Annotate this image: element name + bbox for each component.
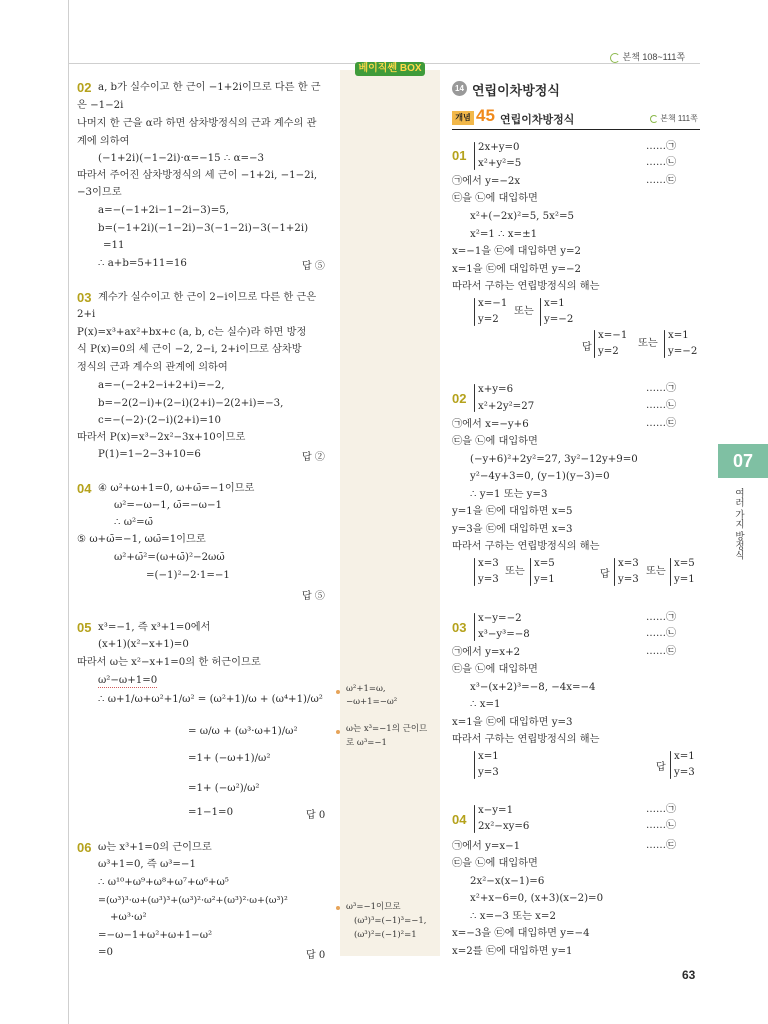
- text-line: y=3을 ㉢에 대입하면 x=3: [452, 524, 573, 535]
- text-line: 계에 의하여: [77, 136, 130, 147]
- chapter-title: 여러 가지 방정식: [733, 488, 744, 560]
- concept-label: 개념: [452, 111, 474, 125]
- text-line: ㉢을 ㉡에 대입하면: [452, 193, 538, 204]
- answer-mark: 답: [656, 762, 666, 773]
- solution: x=3: [478, 558, 499, 569]
- notes-column: [340, 70, 440, 956]
- text-line: ∴ ω+1/ω+ω²+1/ω² = (ω²+1)/ω + (ω⁴+1)/ω²: [98, 694, 323, 705]
- solution: x=1: [674, 751, 695, 762]
- solution-or: 또는: [514, 306, 534, 317]
- text-line-highlighted: ω²−ω+1=0: [98, 675, 158, 686]
- text-line: b=−2(2−i)+(2−i)(2+i)−2(2+i)=−3,: [98, 398, 284, 409]
- answer-mark: 답 ②: [302, 452, 325, 463]
- text-line: 은 −1−2i: [77, 100, 124, 111]
- text-line: ㉠에서 y=−2x: [452, 176, 521, 187]
- solution-brace: [670, 558, 671, 586]
- text-line: ∴ x=−3 또는 x=2: [470, 911, 556, 922]
- solution-or: 또는: [646, 566, 666, 577]
- text-line: P(1)=1−2−3+10=6: [98, 449, 201, 460]
- text-line: ⑤ ω+ω̄=−1, ωω̄=1이므로: [77, 534, 206, 545]
- text-line: 정식의 근과 계수의 관계에 의하여: [77, 362, 228, 373]
- solution: x=5: [674, 558, 695, 569]
- solution: x=−1: [598, 330, 628, 341]
- text-line: 식 P(x)=0의 세 근이 −2, 2−i, 2+i이므로 삼차방: [77, 344, 302, 355]
- problem-number: 03: [77, 290, 92, 305]
- text-line: b=(−1+2i)(−1−2i)−3(−1−2i)−3(−1+2i): [98, 223, 309, 234]
- text-line: −3이므로: [77, 187, 122, 198]
- header-page-ref: 본책 108~111쪽: [610, 50, 685, 63]
- text-line: =(−1)²−2·1=−1: [146, 570, 230, 581]
- text-line: a, b가 실수이고 한 근이 −1+2i이므로 다른 한 근: [98, 82, 321, 93]
- solution: y=2: [478, 314, 499, 325]
- text-line: ω는 x³+1=0의 근이므로: [98, 842, 212, 853]
- solution-or: 또는: [505, 566, 525, 577]
- section-badge: 14: [452, 81, 467, 96]
- text-line: 따라서 주어진 삼차방정식의 세 근이 −1+2i, −1−2i,: [77, 170, 318, 181]
- solution-brace: [670, 751, 671, 779]
- eq-tag: ……㉢: [646, 418, 676, 429]
- eq-tag: ……㉠: [646, 612, 676, 623]
- problem-number: 05: [77, 620, 92, 635]
- eq-tag: ……㉡: [646, 820, 676, 831]
- solution-brace: [664, 330, 665, 358]
- text-line: ω²+ω̄²=(ω+ω̄)²−2ωω̄: [114, 552, 225, 563]
- problem-number: 02: [77, 80, 92, 95]
- text-line: ∴ ω²=ω̄: [114, 517, 153, 528]
- margin-note: (ω³)²=(−1)²=1: [354, 930, 417, 940]
- problem-number: 03: [452, 620, 467, 635]
- solution-brace: [594, 330, 595, 358]
- chapter-tab[interactable]: 07: [718, 444, 768, 478]
- text-line: x²+(−2x)²=5, 5x²=5: [470, 211, 574, 222]
- text-line: 계수가 실수이고 한 근이 2−i이므로 다른 한 근은: [98, 292, 317, 303]
- solution: y=2: [598, 346, 619, 357]
- text-line: ㉠에서 y=x−1: [452, 841, 521, 852]
- system-eq: x−y=−2: [478, 613, 522, 624]
- concept-title: 연립이차방정식: [500, 114, 575, 126]
- concept-number: 45: [476, 106, 495, 125]
- text-line: 따라서 구하는 연립방정식의 해는: [452, 734, 600, 745]
- text-line: ㉠에서 x=−y+6: [452, 419, 529, 430]
- text-line: x=−3을 ㉢에 대입하면 y=−4: [452, 928, 590, 939]
- text-line: =0: [98, 947, 114, 958]
- text-line: =(ω³)³·ω+(ω³)³+(ω³)²·ω²+(ω³)²·ω+(ω³)²: [98, 895, 288, 906]
- text-line: x=1을 ㉢에 대입하면 y=−2: [452, 264, 582, 275]
- text-line: y=1을 ㉢에 대입하면 x=5: [452, 506, 573, 517]
- problem-number: 04: [77, 481, 92, 496]
- solution: x=5: [534, 558, 555, 569]
- solution-brace: [530, 558, 531, 586]
- answer-mark: 답: [582, 342, 592, 353]
- problem-number: 01: [452, 148, 467, 163]
- solution-or: 또는: [638, 338, 658, 349]
- note-connector-dot: [336, 906, 340, 910]
- eq-tag: ……㉡: [646, 628, 676, 639]
- text-line: ④ ω²+ω+1=0, ω+ω̄=−1이므로: [98, 483, 255, 494]
- margin-note: ω²+1=ω,: [346, 684, 386, 694]
- solution-brace: [474, 751, 475, 779]
- text-line: 따라서 구하는 연립방정식의 해는: [452, 541, 600, 552]
- solution: y=3: [478, 767, 499, 778]
- text-line: P(x)=x³+ax²+bx+c (a, b, c는 실수)라 하면 방정: [77, 327, 307, 338]
- text-line: ㉠에서 y=x+2: [452, 647, 521, 658]
- box-label: 베이직쎈 BOX: [355, 62, 425, 76]
- system-brace: [474, 613, 475, 641]
- eq-tag: ……㉢: [646, 646, 676, 657]
- solution: x=1: [668, 330, 689, 341]
- system-brace: [474, 142, 475, 170]
- eq-tag: ……㉡: [646, 400, 676, 411]
- solution: x=1: [478, 751, 499, 762]
- problem-number: 02: [452, 391, 467, 406]
- text-line: =1−1=0: [188, 807, 234, 818]
- text-line: 따라서 ω는 x²−x+1=0의 한 허근이므로: [77, 657, 261, 668]
- eq-tag: ……㉠: [646, 804, 676, 815]
- text-line: = ω/ω + (ω³·ω+1)/ω²: [188, 726, 298, 737]
- concept-ref: 본책 111쪽: [650, 113, 698, 124]
- answer-mark: 답: [600, 569, 610, 580]
- text-line: x²+x−6=0, (x+3)(x−2)=0: [470, 893, 604, 904]
- solution: y=3: [674, 767, 695, 778]
- text-line: y²−4y+3=0, (y−1)(y−3)=0: [470, 471, 610, 482]
- eq-tag: ……㉠: [646, 141, 676, 152]
- text-line: ∴ a+b=5+11=16: [98, 258, 187, 269]
- answer-mark: 답 0: [306, 810, 326, 821]
- margin-note: ω는 x³=−1의 근이므: [346, 724, 428, 734]
- system-eq: x²+2y²=27: [478, 401, 535, 412]
- system-eq: x+y=6: [478, 384, 514, 395]
- solution: x=−1: [478, 298, 508, 309]
- system-brace: [474, 384, 475, 412]
- solution: y=−2: [544, 314, 574, 325]
- solution: y=1: [534, 574, 555, 585]
- eq-tag: ……㉢: [646, 175, 676, 186]
- text-line: (−1+2i)(−1−2i)·α=−15 ∴ α=−3: [98, 153, 265, 164]
- page-margin-line: [68, 0, 69, 1024]
- problem-number: 06: [77, 840, 92, 855]
- text-line: x=2를 ㉢에 대입하면 y=1: [452, 946, 573, 957]
- page-number: 63: [682, 968, 696, 982]
- text-line: c=−(−2)·(2−i)(2+i)=10: [98, 415, 221, 426]
- text-line: x²=1 ∴ x=±1: [470, 229, 538, 240]
- margin-note: 로 ω³=−1: [346, 738, 387, 748]
- text-line: (−y+6)²+2y²=27, 3y²−12y+9=0: [470, 454, 638, 465]
- margin-note: −ω+1=−ω²: [346, 697, 398, 707]
- text-line: (x+1)(x²−x+1)=0: [98, 639, 189, 650]
- text-line: ㉢을 ㉡에 대입하면: [452, 664, 538, 675]
- text-line: ∴ y=1 또는 y=3: [470, 489, 548, 500]
- text-line: x³−(x+2)³=−8, −4x=−4: [470, 682, 596, 693]
- eq-tag: ……㉠: [646, 383, 676, 394]
- solution: y=1: [674, 574, 695, 585]
- answer-mark: 답 ⑤: [302, 261, 325, 272]
- text-line: ㉢을 ㉡에 대입하면: [452, 858, 538, 869]
- margin-note: ω³=−1이므로: [346, 902, 401, 912]
- refresh-book-icon: [610, 53, 620, 63]
- solution-brace: [540, 298, 541, 326]
- text-line: a=−(−1+2i−1−2i−3)=5,: [98, 205, 229, 216]
- text-line: ω²=−ω−1, ω̄=−ω−1: [114, 500, 222, 511]
- text-line: x=1을 ㉢에 대입하면 y=3: [452, 717, 573, 728]
- text-line: ∴ x=1: [470, 699, 501, 710]
- note-connector-dot: [336, 730, 340, 734]
- text-line: 2+i: [77, 309, 96, 320]
- solution: y=3: [478, 574, 499, 585]
- solution-brace: [474, 298, 475, 326]
- solution: y=3: [618, 574, 639, 585]
- text-line: 2x²−x(x−1)=6: [470, 876, 545, 887]
- text-line: =1+ (−ω²)/ω²: [188, 783, 260, 794]
- refresh-book-icon: [650, 115, 658, 123]
- text-line: ω³+1=0, 즉 ω³=−1: [98, 859, 196, 870]
- text-line: ∴ ω¹⁰+ω⁹+ω⁸+ω⁷+ω⁶+ω⁵: [98, 877, 229, 888]
- solution-brace: [614, 558, 615, 586]
- system-eq: 2x²−xy=6: [478, 821, 530, 832]
- eq-tag: ……㉡: [646, 157, 676, 168]
- solution: x=1: [544, 298, 565, 309]
- answer-mark: 답 ⑤: [302, 591, 325, 602]
- text-line: x=−1을 ㉢에 대입하면 y=2: [452, 246, 582, 257]
- eq-tag: ……㉢: [646, 840, 676, 851]
- problem-number: 04: [452, 812, 467, 827]
- text-line: +ω³·ω²: [110, 912, 147, 923]
- text-line: =11: [103, 240, 125, 251]
- solution: y=−2: [668, 346, 698, 357]
- answer-mark: 답 0: [306, 950, 326, 961]
- text-line: ㉢을 ㉡에 대입하면: [452, 436, 538, 447]
- text-line: 따라서 P(x)=x³−2x²−3x+10이므로: [77, 432, 246, 443]
- system-eq: x³−y³=−8: [478, 629, 530, 640]
- solution-brace: [474, 558, 475, 586]
- text-line: a=−(−2+2−i+2+i)=−2,: [98, 380, 225, 391]
- section-title: 연립이차방정식: [472, 83, 560, 98]
- note-connector-dot: [336, 690, 340, 694]
- system-eq: x−y=1: [478, 805, 514, 816]
- text-line: x³=−1, 즉 x³+1=0에서: [98, 622, 211, 633]
- system-eq: 2x+y=0: [478, 142, 520, 153]
- system-brace: [474, 805, 475, 833]
- solution: x=3: [618, 558, 639, 569]
- text-line: =1+ (−ω+1)/ω²: [188, 753, 271, 764]
- text-line: =−ω−1+ω²+ω+1−ω²: [98, 930, 213, 941]
- margin-note: (ω³)³=(−1)³=−1,: [354, 916, 427, 926]
- text-line: 나머지 한 근을 α라 하면 삼차방정식의 근과 계수의 관: [77, 118, 317, 129]
- system-eq: x²+y²=5: [478, 158, 522, 169]
- text-line: 따라서 구하는 연립방정식의 해는: [452, 281, 600, 292]
